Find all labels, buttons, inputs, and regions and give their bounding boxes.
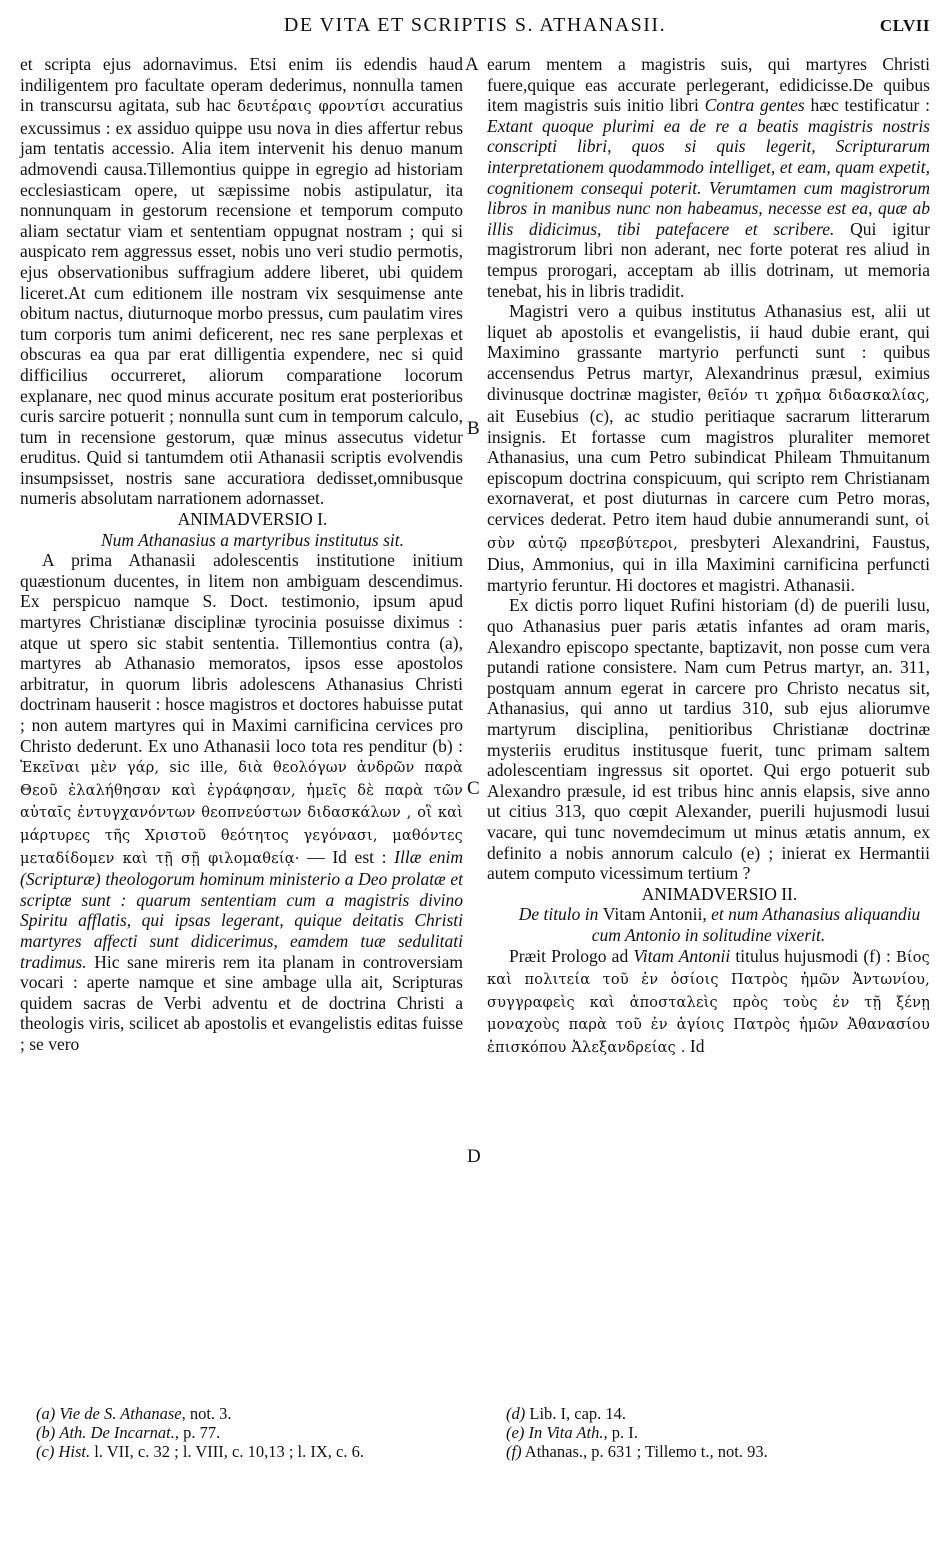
section-title-1: ANIMADVERSIO I. [177, 509, 328, 530]
greek-phrase: δευτέραις φροντίσι [237, 99, 386, 116]
footnote-e: (e) In Vita Ath., p. I. [506, 1423, 638, 1442]
section-subtitle-2: De titulo in Vitam Antonii, et num Athanasius aliquandiu cum Antonio in solitudine vixerit. [518, 904, 921, 945]
greek-quotation: Ἐκεῖναι μὲν γάρ, sic ille, διὰ θεολόγων ἀνδρῶν παρὰ Θεοῦ ἐλαλήθησαν καὶ ἐγράφησαν, ἡμεῖς δὲ παρὰ τῶν αὐταῖς ἐντυγχανόντων θεοπνεύστων διδασκάλων , οἳ καὶ μάρτυρες τῆς Χριστοῦ θεότητος γεγόνασι, μαθόντες μεταδίδομεν καὶ τῇ σῇ φιλομαθείᾳ· [20, 760, 463, 867]
footnote-f: (f) Athanas., p. 631 ; Tillemo t., not. 93. [506, 1442, 768, 1461]
section-title-2: ANIMADVERSIO II. [641, 883, 798, 904]
footnote-b: (b) Ath. De Incarnat., p. 77. [36, 1423, 221, 1442]
footnote-c: (c) Hist. l. VII, c. 32 ; l. VIII, c. 10,13 ; l. IX, c. 6. [36, 1442, 364, 1461]
footnote-a: (a) Vie de S. Athanase, not. 3. [36, 1404, 232, 1423]
footnote-d: (d) Lib. I, cap. 14. [506, 1404, 627, 1423]
footnotes-right [506, 1404, 926, 1461]
right-paragraph-1: earum mentem a magistris suis, qui martyres Christi fuere,quique eas accurate perlegerant, edidicisse.De quibus item magistris suis initio libri Contra gentes hæc testificatur : Extant quoque plurimi ea de re a beatis magistris nostris conscripti libri, quos si quis legerit, Scripturarum interpretationem quodammodo intelliget, et eam, quam expetit, cognitionem consequi poterit. Verumtamen cum magistrorum libros in manibus nunc non habeamus, necesse est ea, quæ ab illis didicimus, tibi patefacere et scribere. Qui igitur magistrorum libri non aderant, nec forte poterat res aliud in tempus prorogari, acceptam ab illis dotrinam, ut memoria tenebat, his in libris tradidit. [487, 54, 930, 301]
margin-letter-a: A [465, 54, 479, 75]
quoted-passage: Extant quoque plurimi ea de re a beatis magistris nostris conscripti libri, quos si quis legerit, Scripturarum interpretationem quodammodo intelliget, et eam, quam expetit, cognitionem consequi poterit. Verumtamen cum magistrorum libros in manibus nunc non habeamus, necesse est ea, quæ ab illis didicimus, tibi patefacere et scribere. [487, 115, 930, 239]
right-paragraph-3: Ex dictis porro liquet Rufini historiam (d) de puerili lusu, quo Athanasius puer paris ætatis infantes ad oram maris, Alexandro episcopo spectante, baptizavit, non posse cum vera putandi ratione consistere. Nam cum Petrus martyr, an. 311, postquam annum egerat in carcere pro Christo necatus sit, Athanasius, qui anno ut tardius 310, sub ejus aliorumve martyrum disciplina, penitioribus Christianæ doctrinæ mysteriis eruditus institusque fuerit, tunc primam saltem adolescentiam ingressus sit oportet. Qui ergo potuerit sub Alexandro præsule, id est tribus hinc annis elapsis, sive anno ut citius 313, quo cœpit Alexander, puerili hujusmodi lusui vacare, qui tunc novemdecimum ut minus ætatis annum, ex definito a nobis annorum calculo (e) ; inierat ex Hermantii autem computo vicessimum tertium ? [487, 595, 930, 884]
running-title: DE VITA ET SCRIPTIS S. ATHANASII. [283, 14, 667, 36]
right-paragraph-4: Præit Prologo ad Vitam Antonii titulus hujusmodi (f) : Βίος καὶ πολιτεία τοῦ ἐν ὁσίοις Πατρὸς ἡμῶν Ἀντωνίου, συγγραφεὶς καὶ ἀποσταλεὶς πρὸς τοὺς ἐν τῇ ξένῃ μοναχοὺς παρὰ τοῦ ἐν ἁγίοις Πατρὸς ἡμῶν Ἀθανασίου ἐπισκόπου Ἀλεξανδρείας . Id [487, 945, 931, 1056]
page-number: CLVII [879, 16, 930, 35]
margin-letter-b: B [467, 418, 480, 439]
page-header [20, 14, 930, 44]
left-paragraph-2: A prima Athanasii adolescentis institutione initium quæstionum ducentes, in litem non ambiguam descendimus. Ex perspicuo namque S. Doct. testimonio, ipsum apud martyres Christianæ disciplinæ tyrocinia posuisse diximus : atque ut spero sic stabit sententia. Tillemontius contra (a), martyres ab Athanasio memoratos, ipsos esse apostolos arbitratur, in quorum libris adolescens Athanasius Christi doctrinam hauserit : hosce magistros et doctores habuisse putat ; non autem martyres qui in Maximi carnificina cervices pro Christo dederunt. Ex uno Athanasii loco tota res penditur (b) : Ἐκεῖναι μὲν γάρ, sic ille, διὰ θεολόγων ἀνδρῶν παρὰ Θεοῦ ἐλαλήθησαν καὶ ἐγράφησαν, ἡμεῖς δὲ παρὰ τῶν αὐταῖς ἐντυγχανόντων θεοπνεύστων διδασκάλων , οἳ καὶ μάρτυρες τῆς Χριστοῦ θεότητος γεγόνασι, μαθόντες μεταδίδομεν καὶ τῇ σῇ φιλομαθείᾳ· — Id est : Illæ enim (Scripturæ) theologorum hominum ministerio a Deo prolatæ et scriptæ sunt : quarum sententiam cum a magistris divino Spiritu afflatis, qui ipsas legerant, quique deitatis Christi martyres affecti sunt didicerimus, eamdem tuæ sedulitati tradimus. Hic sane mireris rem ita planam in controversiam vocari : aperte namque et sine ambage ulla ait, Scripturas quidem sacras de Verbi adventu et de doctrina Christi a theologis viris, scilicet ab apostolis et evangelistis editas fuisse ; se vero [20, 550, 464, 1054]
margin-letter-d: D [467, 1146, 481, 1167]
latin-translation: Illæ enim (Scripturæ) theologorum hominum ministerio a Deo prolatæ et scriptæ sunt : quarum sententiam cum a magistris divino Spiritu afflatis, qui ipsas legerant, quique deitatis Christi martyres affecti sunt didicerimus, eamdem tuæ sedulitati tradimus. [20, 846, 464, 972]
right-column [487, 54, 930, 1059]
right-paragraph-2: Magistri vero a quibus institutus Athanasius est, alii ut liquet ab apostolis et evangelistis, ii haud dubie erant, qui Maximino grassante martyrio perfuncti sunt : quibus accensendus Petrus martyr, Alexandrinus præsul, eximius divinusque doctrinæ magister, θεῖόν τι χρῆμα διδασκαλίας, ait Eusebius (c), ac studio peritiaque sacrarum litterarum insignis. Et fortasse cum magistros pluraliter memoret Athanasius, una cum Petro subindicat Phileam Thmuitanum episcopum doctrina conspicuum, qui scripto rem Christianam exornaverat, et post diuturnas in carcere cum Petro moras, cervices dederat. Petro item haud dubie annumerandi sunt, οἱ σὺν αὐτῷ πρεσβύτεροι, presbyteri Alexandrini, Faustus, Dius, Ammonius, qui in illa Maximini carnificina perfuncti martyrio feruntur. Hi doctores et magistri. Athanasii. [487, 301, 931, 595]
left-column [20, 54, 463, 1055]
section-subtitle-1: Num Athanasius a martyribus institutus sit. [100, 529, 405, 550]
left-paragraph-1: et scripta ejus adornavimus. Etsi enim iis edendis haud indiligentem pro facultate operam dederimus, nonnulla tamen in transcursu agitata, sub hac δευτέραις φροντίσι accuratius excussimus : ex assiduo quippe usu nova in dies affertur rebus jam tentatis accessio. Alia item intervenit his denuo manum admovendi causa.Tillemontius quippe in egregio ad historiam ecclesiasticam opere, ut sæpissime nobis astipulatur, ita nonnunquam in gestorum recensione et temporum computo aliam sectatur viam et sententiam oppugnat nostram ; qui si auspicato rem aggressus esset, nobis uno veri studio permotis, ejus observationibus suffragium addere liberet, ubi quidem liceret.At cum editionem ille nostram vix sesquimense ante obitum nactus, diuturnoque morbo pressus, cum paulatim vires tum corporis tum animi deficerent, nec res sane perplexas et obscuras ea qua par erat dilligentia expendere, nec si quid difficilius occurreret, aliorum comparatione locorum explanare, nec quod minus accurate positum erat posterioribus curis sarcire potuerit ; nonnulla sunt cum in temporum calculo, tum in recensione gestorum, quæ minus assecutus videtur eruditus. Quid si tantumdem otii Athanasii scriptis evolvendis insumpsisset, nostris sane accuratiora dedisset,omnibusque numeris absolutam narrationem adornasset. [20, 54, 463, 509]
footnotes-left [36, 1404, 466, 1461]
margin-letter-c: C [467, 778, 480, 799]
